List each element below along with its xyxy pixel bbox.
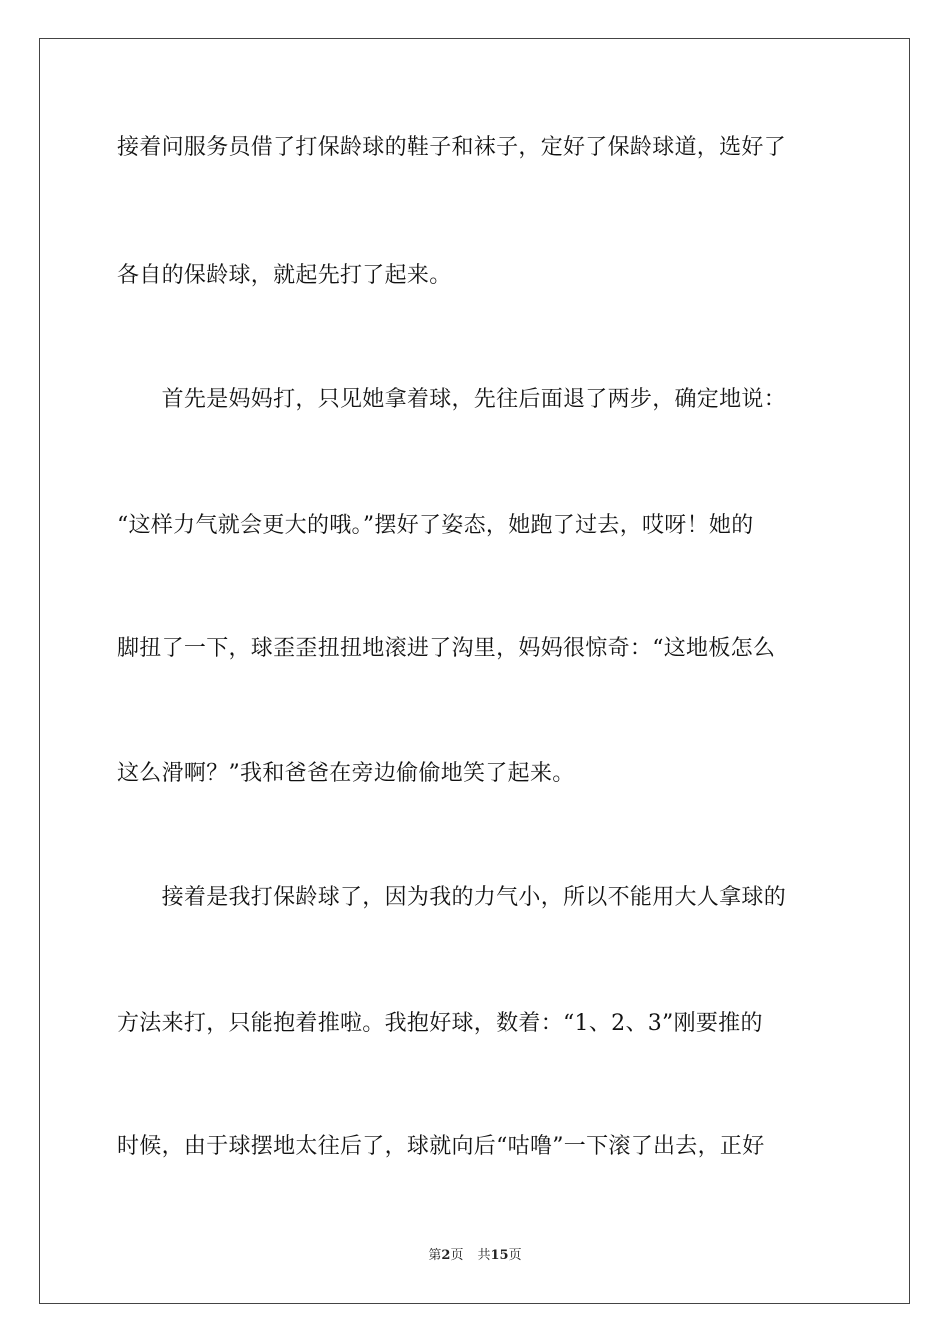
page-prefix: 第 xyxy=(428,1248,442,1263)
paragraph-line: 方法来打，只能抱着推啦。我抱好球，数着：“1、2、3”刚要推的 xyxy=(117,1011,763,1036)
page-frame xyxy=(39,38,910,1304)
total-suffix: 页 xyxy=(508,1248,522,1263)
paragraph-line: 接着是我打保龄球了，因为我的力气小，所以不能用大人拿球的 xyxy=(117,885,787,910)
paragraph-line: 脚扭了一下，球歪歪扭扭地滚进了沟里，妈妈很惊奇：“这地板怎么 xyxy=(117,636,776,661)
page-footer xyxy=(0,1247,950,1265)
paragraph-line: 首先是妈妈打，只见她拿着球，先往后面退了两步，确定地说： xyxy=(117,387,787,412)
paragraph-line: 接着问服务员借了打保龄球的鞋子和袜子，定好了保龄球道，选好了 xyxy=(117,135,787,160)
paragraph-line: 各自的保龄球，就起先打了起来。 xyxy=(117,263,452,288)
page-suffix: 页 xyxy=(450,1248,464,1263)
paragraph-line: “这样力气就会更大的哦。”摆好了姿态，她跑了过去，哎呀！她的 xyxy=(117,513,754,538)
total-prefix: 共 xyxy=(477,1248,491,1263)
page-number: 2 xyxy=(441,1248,451,1263)
paragraph-line: 时候，由于球摆地太往后了，球就向后“咕噜”一下滚了出去，正好 xyxy=(117,1134,765,1159)
paragraph-line: 这么滑啊？”我和爸爸在旁边偷偷地笑了起来。 xyxy=(117,761,575,786)
total-pages: 15 xyxy=(490,1248,509,1263)
